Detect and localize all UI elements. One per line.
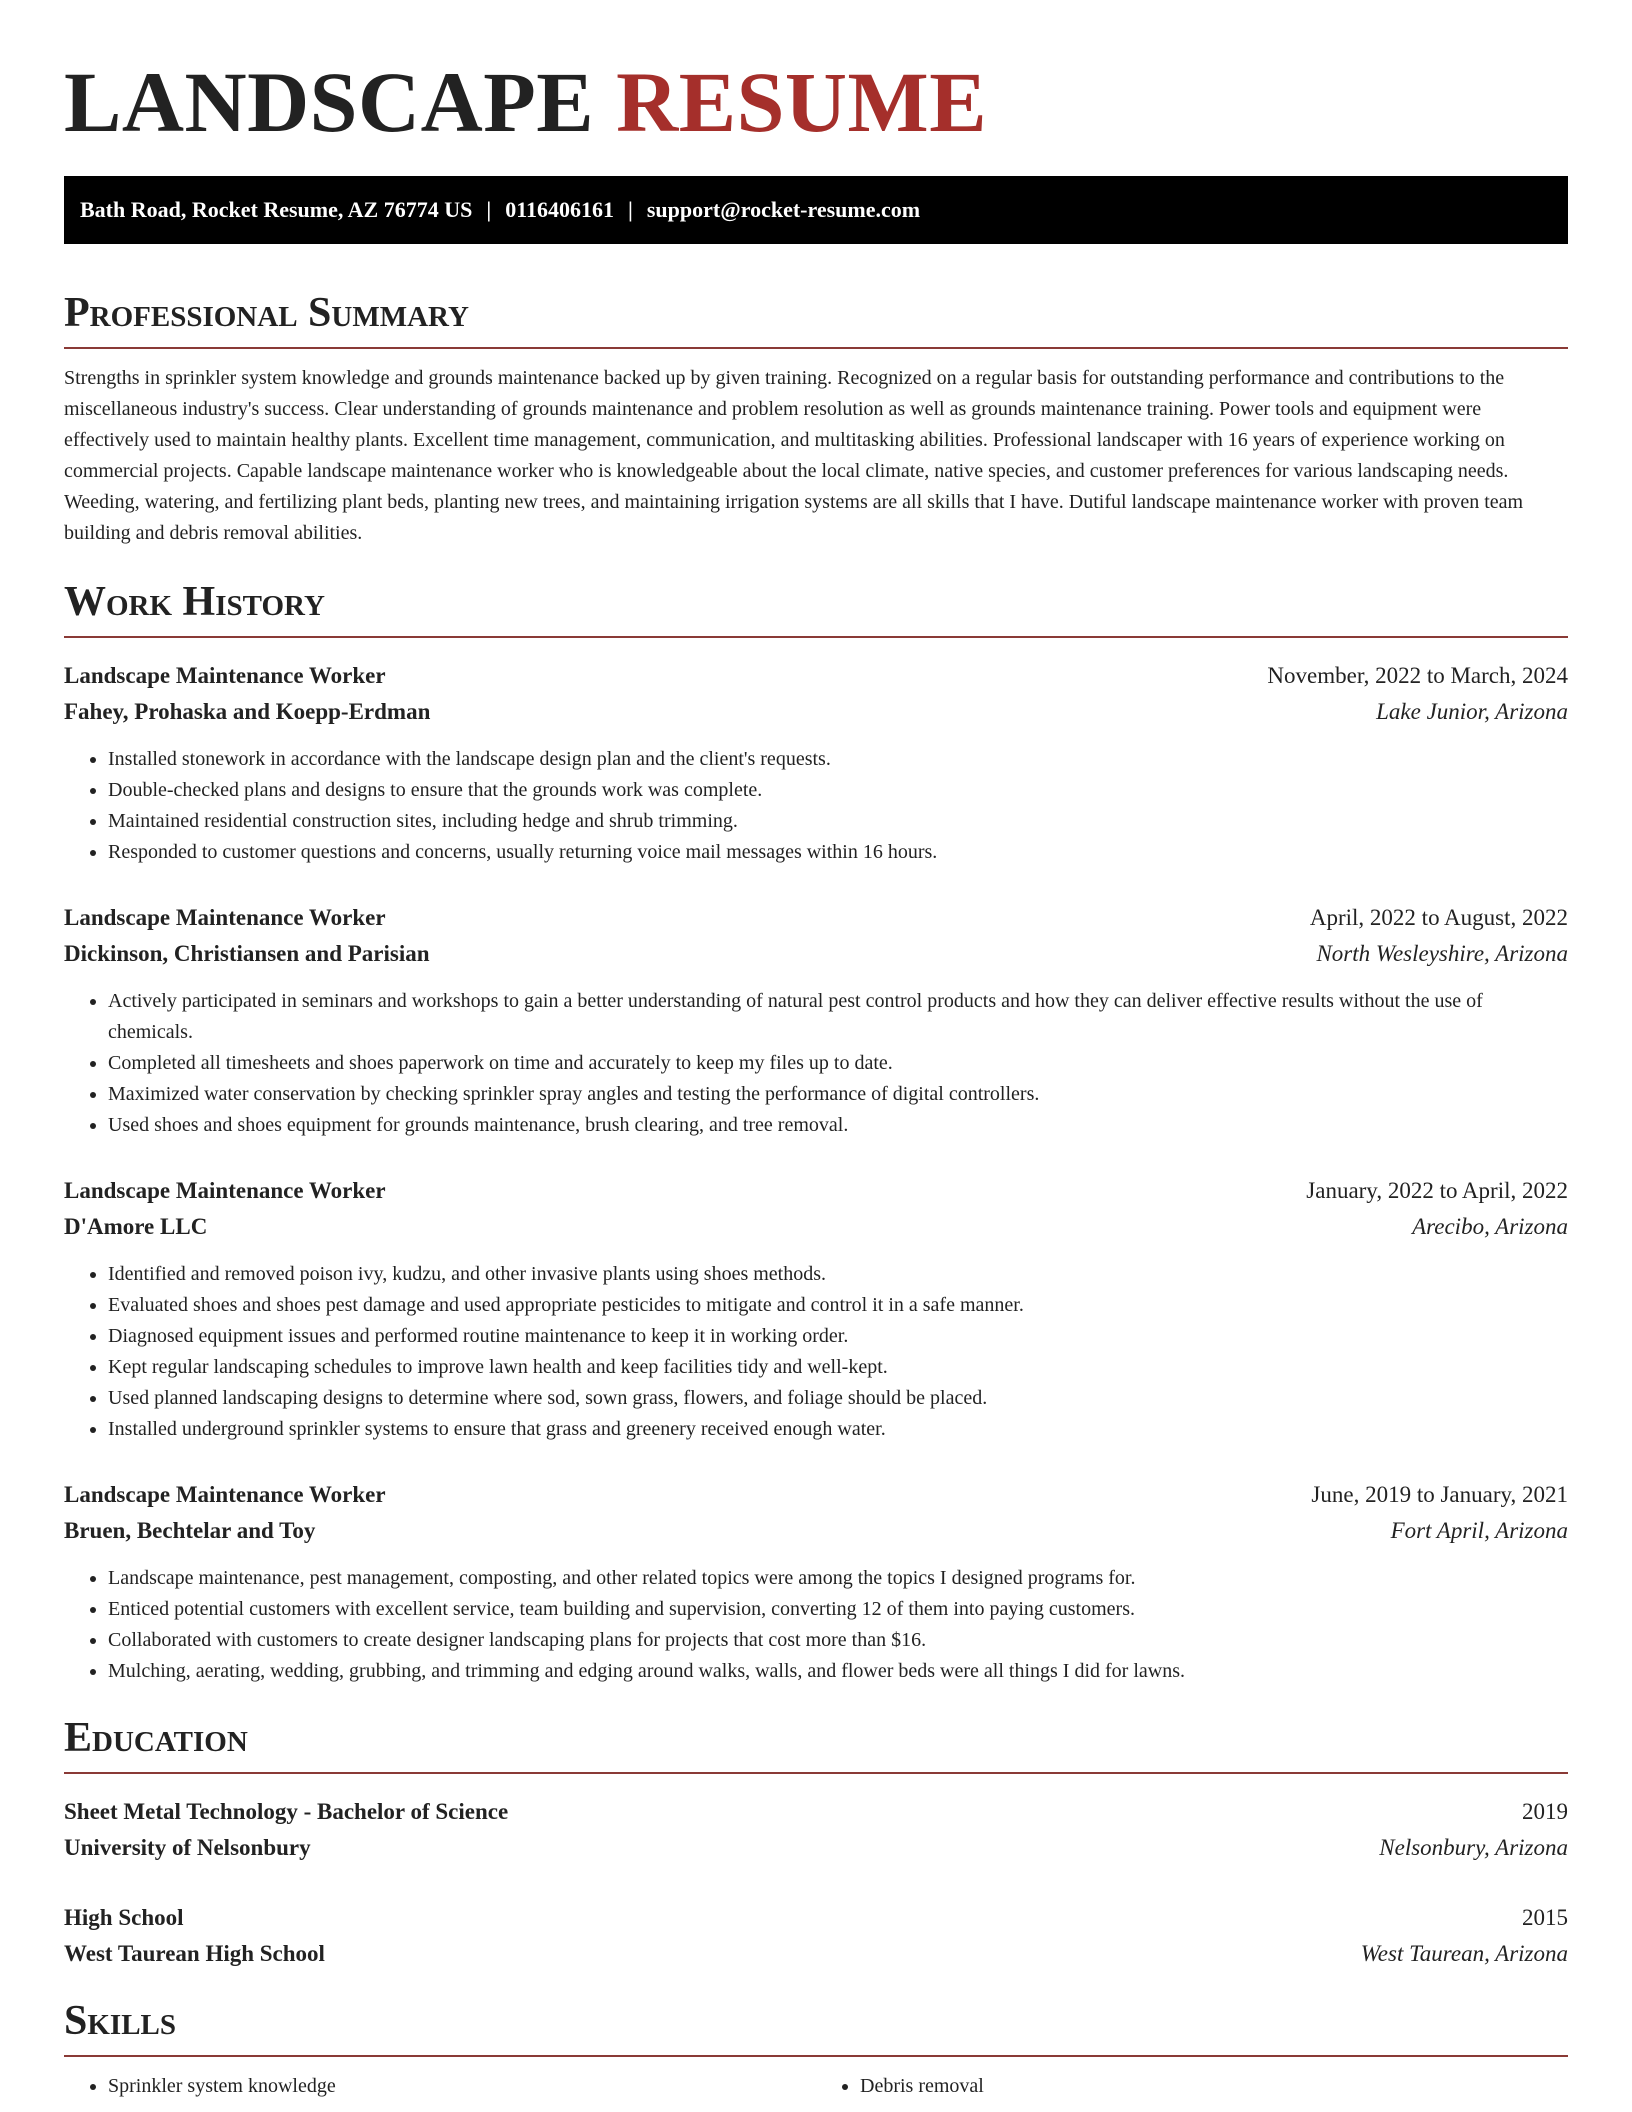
job-entry xyxy=(64,900,1568,1141)
job-location: Arecibo, Arizona xyxy=(1412,1214,1568,1239)
job-header-row xyxy=(64,1477,1568,1513)
list-item: • Identified and removed poison ivy, kudzu, and other invasive plants using shoes methods. xyxy=(108,1259,1568,1290)
section-divider xyxy=(64,347,1568,349)
list-item: • Kept regular landscaping schedules to improve lawn health and keep facilities tidy and well-kept. xyxy=(108,1352,1568,1383)
job-company-row xyxy=(64,936,1568,972)
list-item: • Diagnosed equipment issues and performed routine maintenance to keep it in working order. xyxy=(108,1321,1568,1352)
job-bullets xyxy=(64,1259,1568,1445)
education-school-row xyxy=(64,1830,1568,1866)
list-item: • Landscape maintenance, pest management, composting, and other related topics were among the topics I designed programs for. xyxy=(108,1563,1568,1594)
skills-list-left xyxy=(64,2071,816,2102)
list-item: • Maximized water conservation by checking sprinkler spray angles and testing the performance of digital controllers. xyxy=(108,1079,1568,1110)
job-title: Landscape Maintenance Worker xyxy=(64,1178,386,1203)
work-history-heading: Work History xyxy=(64,579,325,625)
summary-section xyxy=(64,288,1568,549)
education-school: West Taurean High School xyxy=(64,1941,325,1966)
contact-bar xyxy=(64,176,1568,244)
list-item: • Installed stonework in accordance with the landscape design plan and the client's requests. xyxy=(108,744,1568,775)
education-school-row xyxy=(64,1936,1568,1972)
title-first-word: LANDSCAPE xyxy=(64,54,595,150)
job-header-row xyxy=(64,900,1568,936)
education-year: 2015 xyxy=(1522,1905,1568,1930)
job-company: Dickinson, Christiansen and Parisian xyxy=(64,941,430,966)
job-header-row xyxy=(64,658,1568,694)
job-bullets xyxy=(64,986,1568,1141)
job-company: Fahey, Prohaska and Koepp-Erdman xyxy=(64,699,431,724)
job-bullets xyxy=(64,1563,1568,1687)
section-divider xyxy=(64,636,1568,638)
list-item: • Collaborated with customers to create designer landscaping plans for projects that cost more than $16. xyxy=(108,1625,1568,1656)
list-item: • Double-checked plans and designs to ensure that the grounds work was complete. xyxy=(108,775,1568,806)
section-divider xyxy=(64,1772,1568,1774)
education-section xyxy=(64,1713,1568,1972)
education-year: 2019 xyxy=(1522,1799,1568,1824)
list-item: • Actively participated in seminars and workshops to gain a better understanding of natural pest control products and how they can deliver effective results without the use of chemicals. xyxy=(108,986,1568,1048)
skill-item: • Sprinkler system knowledge xyxy=(108,2071,816,2102)
job-location: Fort April, Arizona xyxy=(1390,1518,1568,1543)
skills-list-right xyxy=(816,2071,1568,2102)
education-degree: Sheet Metal Technology - Bachelor of Science xyxy=(64,1799,509,1824)
job-location: Lake Junior, Arizona xyxy=(1376,699,1568,724)
list-item: • Enticed potential customers with excellent service, team building and supervision, converting 12 of them into paying customers. xyxy=(108,1594,1568,1625)
job-company-row xyxy=(64,1513,1568,1549)
contact-address: Bath Road, Rocket Resume, AZ 76774 US xyxy=(80,197,473,222)
job-title: Landscape Maintenance Worker xyxy=(64,1482,386,1507)
job-company-row xyxy=(64,694,1568,730)
job-dates: January, 2022 to April, 2022 xyxy=(1306,1178,1568,1203)
list-item: • Completed all timesheets and shoes paperwork on time and accurately to keep my files up to date. xyxy=(108,1048,1568,1079)
job-company: Bruen, Bechtelar and Toy xyxy=(64,1518,316,1543)
summary-text: Strengths in sprinkler system knowledge and grounds maintenance backed up by given training. Recognized on a regular basis for outstanding performance and contributions to the miscellaneous industry's success. Clear understanding of grounds maintenance and problem resolution as well as grounds maintenance training. Power tools and equipment were effectively used to maintain healthy plants. Excellent time management, communication, and multitasking abilities. Professional landscaper with 16 years of experience working on commercial projects. Capable landscape maintenance worker who is knowledgeable about the local climate, native species, and customer preferences for various landscaping needs. Weeding, watering, and fertilizing plant beds, planting new trees, and maintaining irrigation systems are all skills that I have. Dutiful landscape maintenance worker with proven team building and debris removal abilities. xyxy=(64,367,1524,544)
skills-section xyxy=(64,1996,1568,2102)
list-item: • Used planned landscaping designs to determine where sod, sown grass, flowers, and foliage should be placed. xyxy=(108,1383,1568,1414)
contact-separator: | xyxy=(628,197,633,222)
title-second-word: RESUME xyxy=(616,54,988,150)
list-item: • Maintained residential construction sites, including hedge and shrub trimming. xyxy=(108,806,1568,837)
list-item: • Installed underground sprinkler systems to ensure that grass and greenery received enough water. xyxy=(108,1414,1568,1445)
job-dates: November, 2022 to March, 2024 xyxy=(1267,663,1568,688)
summary-heading: Professional Summary xyxy=(64,290,469,336)
job-company: D'Amore LLC xyxy=(64,1214,208,1239)
job-company-row xyxy=(64,1209,1568,1245)
job-entry xyxy=(64,658,1568,868)
job-dates: April, 2022 to August, 2022 xyxy=(1309,905,1568,930)
job-title: Landscape Maintenance Worker xyxy=(64,905,386,930)
education-location: Nelsonbury, Arizona xyxy=(1379,1835,1568,1860)
job-header-row xyxy=(64,1173,1568,1209)
education-entry xyxy=(64,1794,1568,1866)
education-school: University of Nelsonbury xyxy=(64,1835,311,1860)
education-entry xyxy=(64,1900,1568,1972)
education-header-row xyxy=(64,1900,1568,1936)
job-bullets xyxy=(64,744,1568,868)
skill-item: • Debris removal xyxy=(860,2071,1568,2102)
job-title: Landscape Maintenance Worker xyxy=(64,663,386,688)
education-location: West Taurean, Arizona xyxy=(1360,1941,1568,1966)
education-degree: High School xyxy=(64,1905,184,1930)
list-item: • Mulching, aerating, wedding, grubbing, and trimming and edging around walks, walls, and flower beds were all things I did for lawns. xyxy=(108,1656,1568,1687)
work-history-section xyxy=(64,577,1568,1687)
contact-separator: | xyxy=(486,197,492,222)
job-entry xyxy=(64,1477,1568,1687)
education-heading: Education xyxy=(64,1715,248,1761)
list-item: • Used shoes and shoes equipment for grounds maintenance, brush clearing, and tree removal. xyxy=(108,1110,1568,1141)
skills-grid xyxy=(64,2071,1568,2102)
job-location: North Wesleyshire, Arizona xyxy=(1316,941,1568,966)
education-header-row xyxy=(64,1794,1568,1830)
list-item: • Evaluated shoes and shoes pest damage and used appropriate pesticides to mitigate and control it in a safe manner. xyxy=(108,1290,1568,1321)
skills-heading: Skills xyxy=(64,1998,177,2044)
contact-email: support@rocket-resume.com xyxy=(646,197,921,222)
job-dates: June, 2019 to January, 2021 xyxy=(1311,1482,1568,1507)
job-entry xyxy=(64,1173,1568,1445)
section-divider xyxy=(64,2055,1568,2057)
contact-phone: 0116406161 xyxy=(505,197,615,222)
resume-title xyxy=(64,0,1568,176)
list-item: • Responded to customer questions and concerns, usually returning voice mail messages within 16 hours. xyxy=(108,837,1568,868)
